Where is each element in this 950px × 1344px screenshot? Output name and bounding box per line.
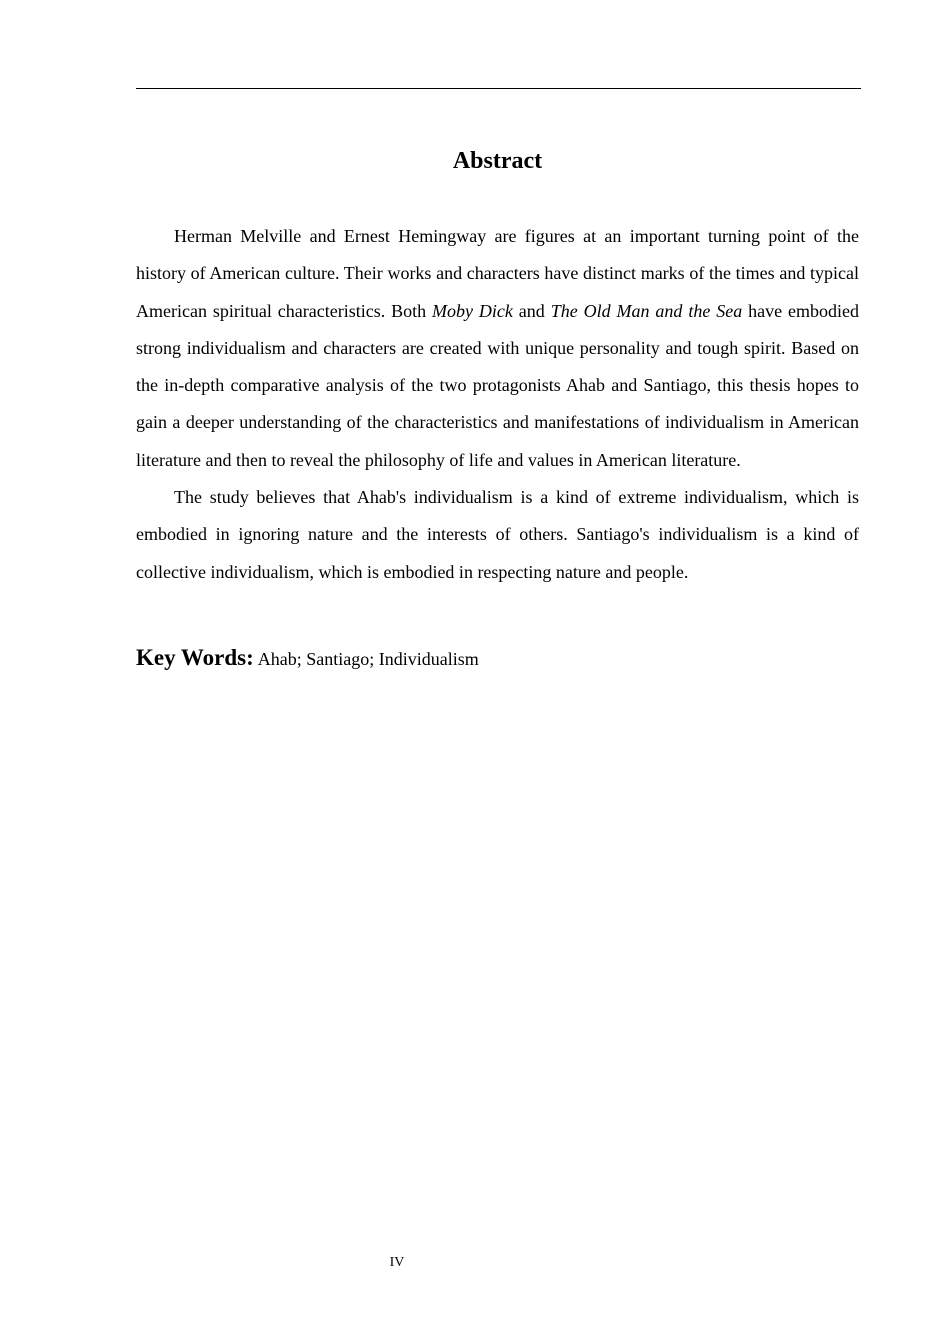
abstract-body (136, 218, 859, 591)
page-number: IV (389, 1255, 405, 1270)
paragraph-1-text-a: Herman Melville and Ernest Hemingway are figures at an important turning point of the history of American culture. Their works and characters have distinct marks of the times and typical American spiritual characteristics. Both (136, 226, 859, 321)
abstract-paragraph-1 (136, 218, 859, 479)
keywords-line (136, 640, 859, 679)
book-title-old-man-and-the-sea: The Old Man and the Sea (550, 300, 743, 321)
paragraph-1-text-c: have embodied strong individualism and characters are created with unique personality and tough spirit. Based on the in-depth comparative analysis of the two protagonists Ahab and Santiago, this thesis hopes to gain a deeper understanding of the characteristics and manifestations of individualism in American literature and then to reveal the philosophy of life and values in American literature. (136, 300, 859, 470)
abstract-paragraph-2: The study believes that Ahab's individualism is a kind of extreme individualism, which is embodied in ignoring nature and the interests of others. Santiago's individualism is a kind of collective individualism, which is embodied in respecting nature and people. (136, 487, 859, 582)
paragraph-1-text-b: and (512, 300, 551, 321)
page-title: Abstract (452, 148, 543, 174)
keywords-label: Key Words: (136, 645, 254, 670)
keywords-value: Ahab; Santiago; Individualism (257, 649, 479, 669)
book-title-moby-dick: Moby Dick (432, 300, 513, 321)
header-rule (136, 88, 861, 89)
